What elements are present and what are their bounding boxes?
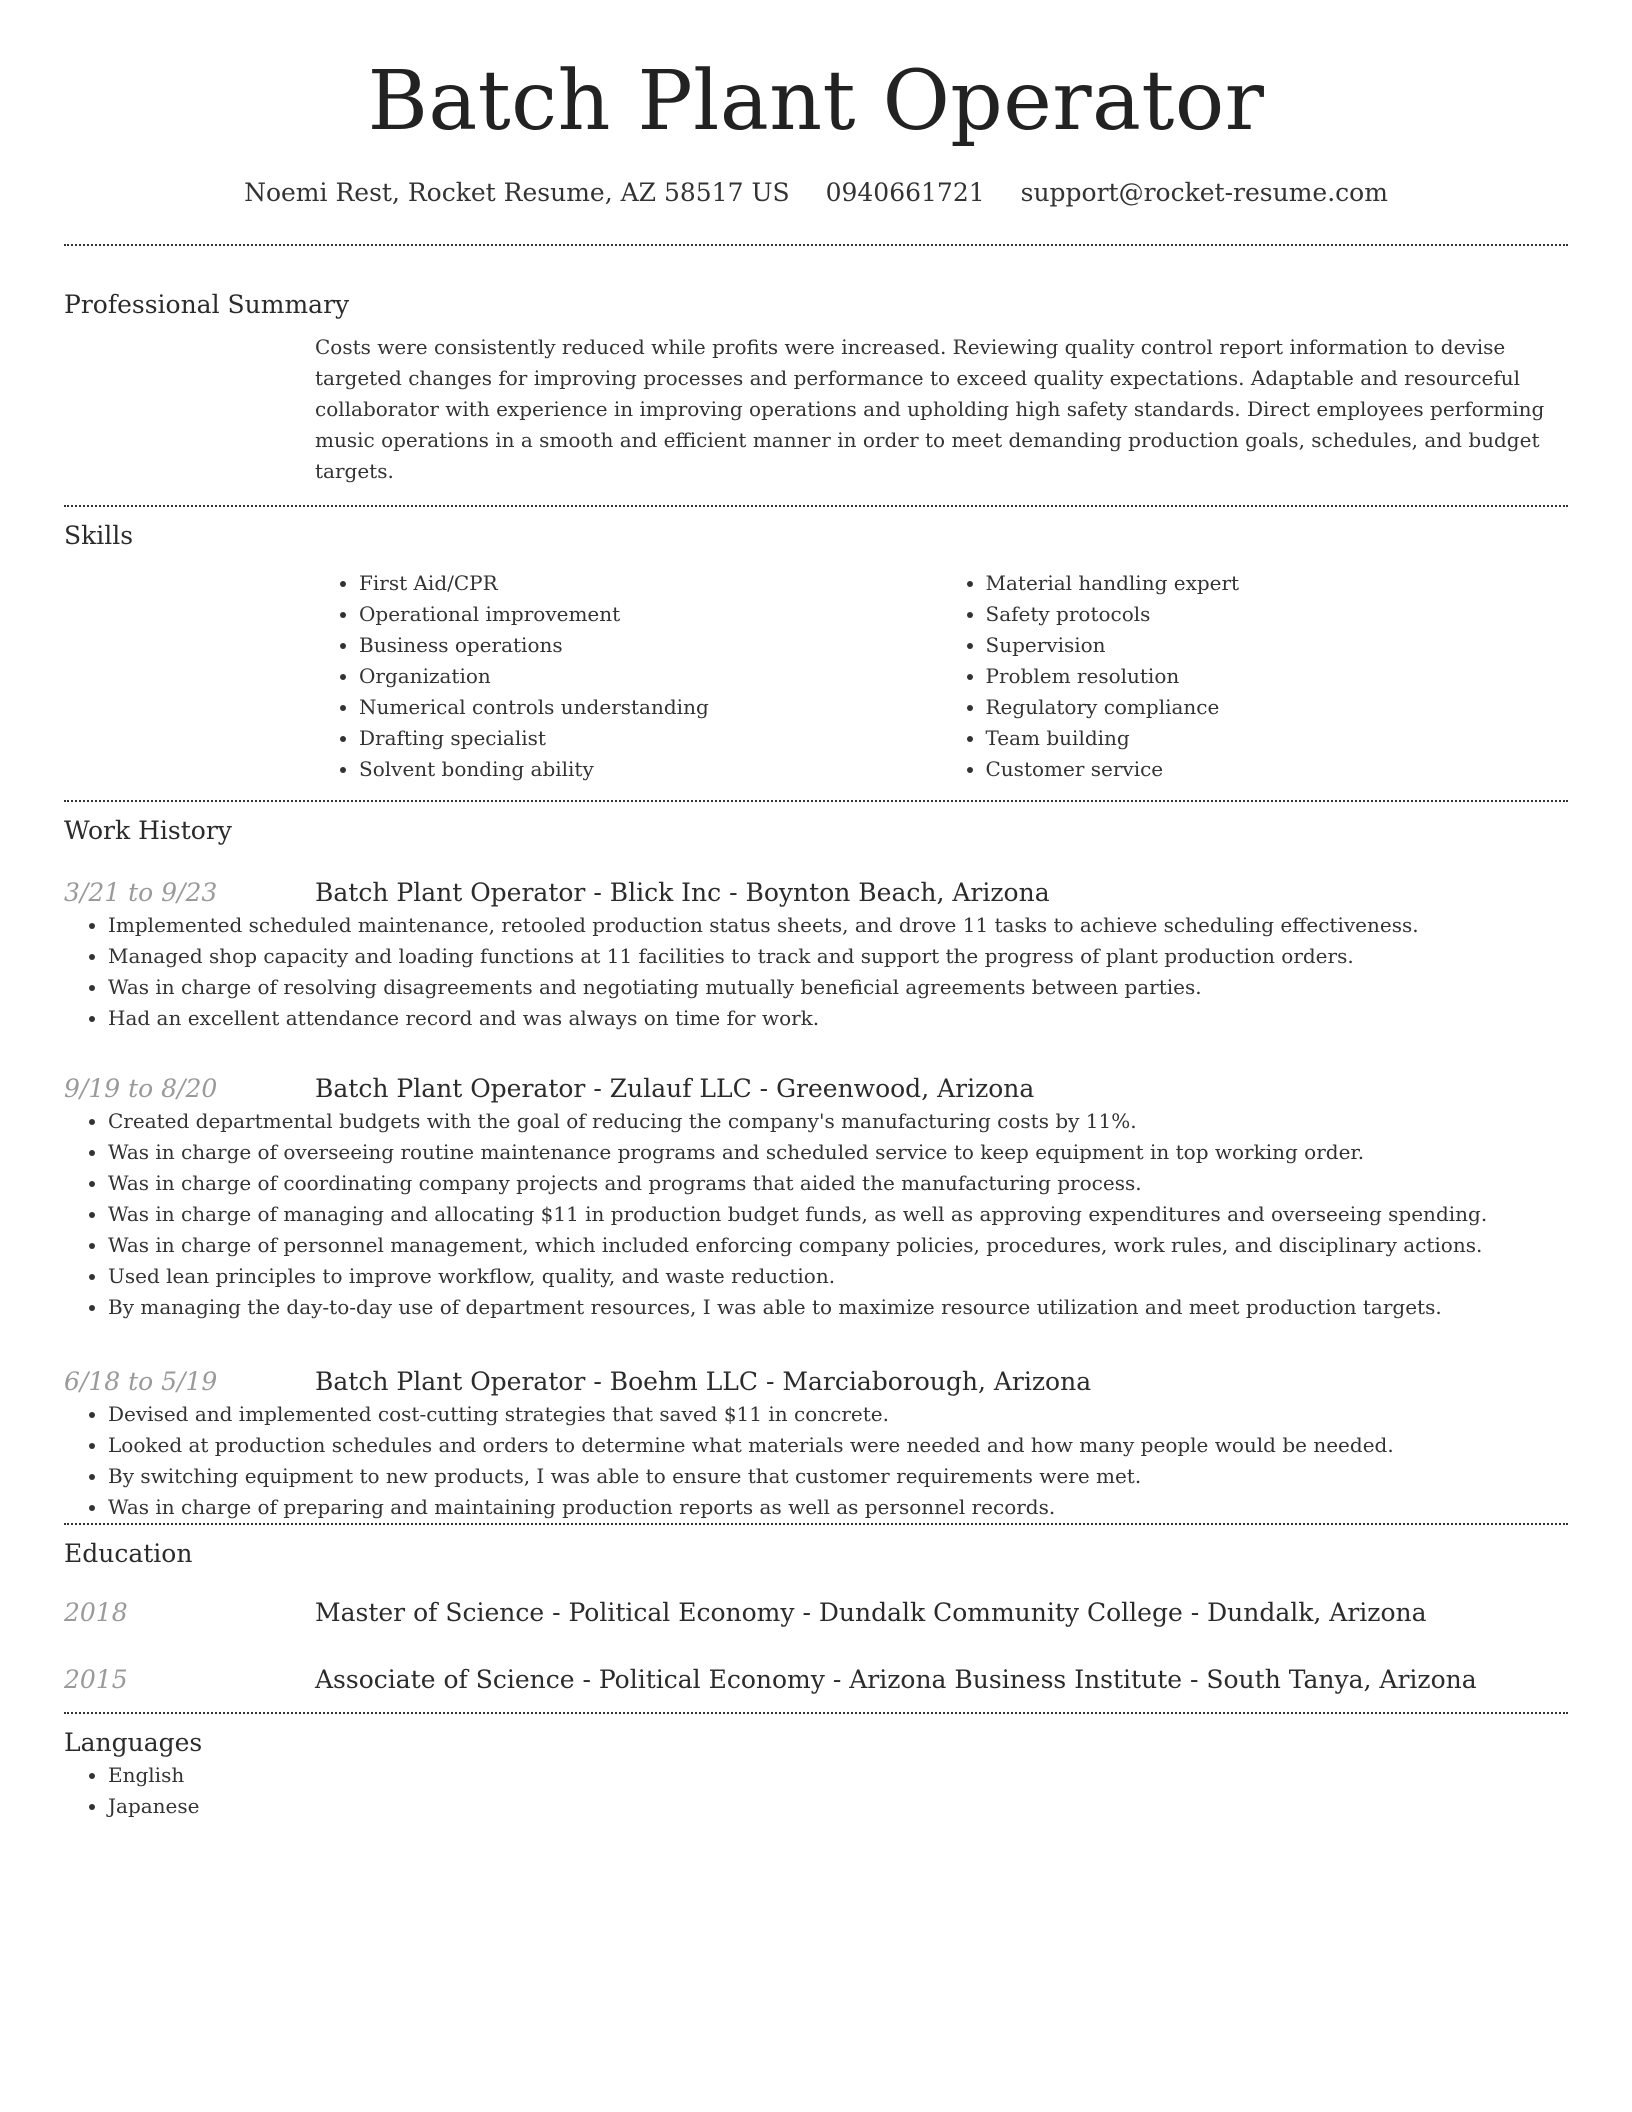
skill-item: • Team building — [986, 723, 1569, 754]
skill-item: • Solvent bonding ability — [359, 754, 942, 785]
skill-item: • Business operations — [359, 630, 942, 661]
job-entry — [64, 1365, 1568, 1523]
education-entry — [64, 1663, 1568, 1697]
language-item: • Japanese — [108, 1791, 1568, 1822]
section-title-education: Education — [64, 1539, 193, 1568]
summary-text: Costs were consistently reduced while profits were increased. Reviewing quality control report information to devise targeted changes for improving processes and performance to exceed quality expectations. Adaptable and resourceful collaborator with experience in improving operations and upholding high safety standards. Direct employees performing music operations in a smooth and efficient manner in order to meet demanding production goals, schedules, and budget targets. — [315, 335, 1545, 483]
job-bullet: • Was in charge of overseeing routine maintenance programs and scheduled service to keep equipment in top working order. — [108, 1137, 1568, 1168]
section-title-skills: Skills — [64, 521, 134, 550]
job-bullet: • Devised and implemented cost-cutting strategies that saved $11 in concrete. — [108, 1399, 1568, 1430]
skills-section — [64, 507, 1568, 785]
job-bullet: • Was in charge of coordinating company projects and programs that aided the manufacturing process. — [108, 1168, 1568, 1199]
skill-item: • Organization — [359, 661, 942, 692]
skill-item: • Safety protocols — [986, 599, 1569, 630]
skill-item: • Operational improvement — [359, 599, 942, 630]
education-entry — [64, 1596, 1568, 1630]
job-bullet: • Created departmental budgets with the goal of reducing the company's manufacturing costs by 11%. — [108, 1106, 1568, 1137]
job-bullets — [64, 910, 1568, 1034]
job-bullet: • Was in charge of preparing and maintaining production reports as well as personnel records. — [108, 1492, 1568, 1523]
language-item: • English — [108, 1760, 1568, 1791]
skills-list-left — [315, 568, 942, 785]
job-dates: 9/19 to 8/20 — [64, 1074, 218, 1103]
job-bullet: • Was in charge of personnel management, which included enforcing company policies, procedures, work rules, and disciplinary actions. — [108, 1230, 1568, 1261]
education-degree: Master of Science - Political Economy - Dundalk Community College - Dundalk, Arizona — [315, 1598, 1427, 1627]
job-bullet: • Was in charge of managing and allocating $11 in production budget funds, as well as approving expenditures and overseeing spending. — [108, 1199, 1568, 1230]
education-degree: Associate of Science - Political Economy - Arizona Business Institute - South Tanya, Arizona — [315, 1665, 1477, 1694]
contact-line — [64, 176, 1568, 210]
skill-item: • Problem resolution — [986, 661, 1569, 692]
contact-email: support@rocket-resume.com — [1020, 178, 1388, 207]
skill-item: • Numerical controls understanding — [359, 692, 942, 723]
skill-item: • Regulatory compliance — [986, 692, 1569, 723]
job-title: Batch Plant Operator - Boehm LLC - Marciaborough, Arizona — [315, 1367, 1092, 1396]
skill-item: • Drafting specialist — [359, 723, 942, 754]
job-bullet: • Looked at production schedules and orders to determine what materials were needed and how many people would be needed. — [108, 1430, 1568, 1461]
job-bullet: • Had an excellent attendance record and was always on time for work. — [108, 1003, 1568, 1034]
job-title: Batch Plant Operator - Blick Inc - Boynton Beach, Arizona — [315, 878, 1050, 907]
resume-name: Batch Plant Operator — [367, 54, 1265, 149]
education-year: 2015 — [64, 1665, 128, 1694]
job-bullet: • Used lean principles to improve workflow, quality, and waste reduction. — [108, 1261, 1568, 1292]
skills-list-right — [942, 568, 1569, 785]
job-header — [64, 1072, 1568, 1106]
job-header — [64, 1365, 1568, 1399]
job-dates: 6/18 to 5/19 — [64, 1367, 218, 1396]
job-title: Batch Plant Operator - Zulauf LLC - Greenwood, Arizona — [315, 1074, 1035, 1103]
job-bullets — [64, 1399, 1568, 1523]
contact-phone: 0940661721 — [825, 178, 985, 207]
summary-section — [64, 246, 1568, 487]
work-history-section — [64, 802, 1568, 1523]
job-bullets — [64, 1106, 1568, 1323]
section-title-languages: Languages — [64, 1728, 203, 1757]
job-bullet: • Managed shop capacity and loading functions at 11 facilities to track and support the progress of plant production orders. — [108, 941, 1568, 972]
skill-item: • Supervision — [986, 630, 1569, 661]
skills-grid — [315, 568, 1568, 785]
education-section — [64, 1525, 1568, 1697]
job-bullet: • By switching equipment to new products, I was able to ensure that customer requirements were met. — [108, 1461, 1568, 1492]
job-entry — [64, 876, 1568, 1034]
job-bullet: • Was in charge of resolving disagreements and negotiating mutually beneficial agreements between parties. — [108, 972, 1568, 1003]
resume-page — [64, 0, 1568, 1822]
section-title-summary: Professional Summary — [64, 290, 350, 319]
job-entry — [64, 1072, 1568, 1323]
job-bullet: • Implemented scheduled maintenance, retooled production status sheets, and drove 11 tasks to achieve scheduling effectiveness. — [108, 910, 1568, 941]
job-header — [64, 876, 1568, 910]
languages-list — [64, 1760, 1568, 1822]
skill-item: • First Aid/CPR — [359, 568, 942, 599]
skill-item: • Customer service — [986, 754, 1569, 785]
skill-item: • Material handling expert — [986, 568, 1569, 599]
education-year: 2018 — [64, 1598, 128, 1627]
languages-section — [64, 1714, 1568, 1822]
job-bullet: • By managing the day-to-day use of department resources, I was able to maximize resource utilization and meet production targets. — [108, 1292, 1568, 1323]
section-title-work-history: Work History — [64, 816, 232, 845]
contact-address: Noemi Rest, Rocket Resume, AZ 58517 US — [244, 178, 790, 207]
job-dates: 3/21 to 9/23 — [64, 878, 218, 907]
